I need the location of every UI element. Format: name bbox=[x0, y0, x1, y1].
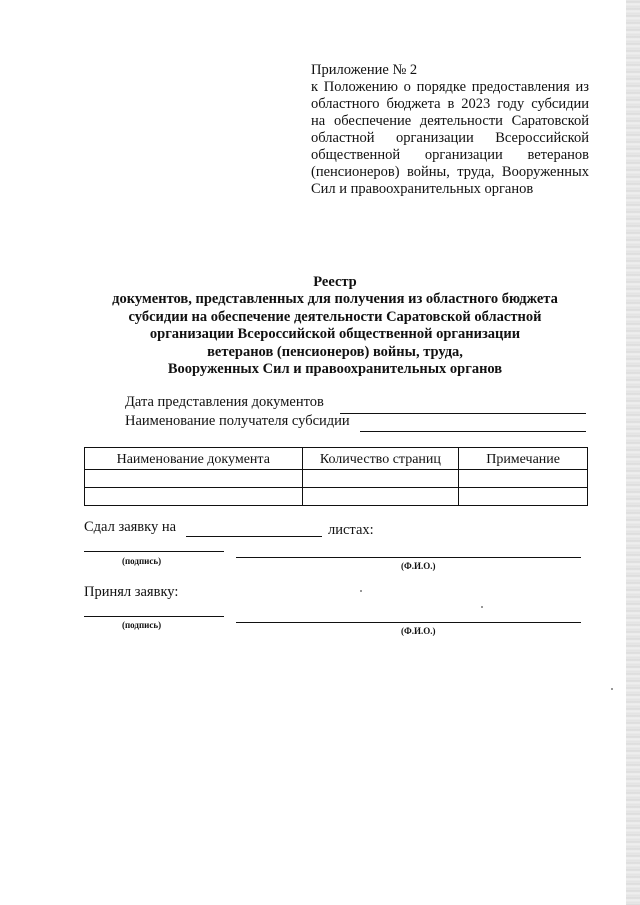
submitted-prefix: Сдал заявку на bbox=[84, 519, 177, 535]
scan-speck bbox=[360, 590, 362, 592]
title-line-1: Реестр bbox=[313, 274, 357, 290]
scan-speck bbox=[481, 606, 483, 608]
table-header-row bbox=[85, 448, 588, 470]
column-header: Количество страниц bbox=[302, 448, 459, 470]
table-cell[interactable] bbox=[459, 488, 588, 506]
table-row bbox=[85, 488, 588, 506]
submitted-name-caption: (Ф.И.О.) bbox=[401, 561, 436, 571]
recipient-name-label: Наименование получателя субсидии bbox=[125, 413, 350, 429]
column-header: Наименование документа bbox=[85, 448, 303, 470]
submitted-sheets-line[interactable] bbox=[186, 536, 322, 537]
accepted-signature-line[interactable] bbox=[84, 616, 224, 617]
submission-date-label: Дата представления документов bbox=[125, 394, 324, 410]
table-cell[interactable] bbox=[302, 470, 459, 488]
scan-speck bbox=[611, 688, 613, 690]
title-line-2: документов, представленных для получения из областного бюджета bbox=[112, 291, 558, 308]
table-cell[interactable] bbox=[302, 488, 459, 506]
appendix-number: Приложение № 2 bbox=[311, 62, 418, 78]
column-header: Примечание bbox=[459, 448, 588, 470]
title-line-4: организации Всероссийской общественной организации bbox=[149, 326, 521, 343]
documents-table bbox=[84, 447, 588, 506]
title-line-6: Вооруженных Сил и правоохранительных органов bbox=[167, 361, 503, 378]
table-cell[interactable] bbox=[85, 470, 303, 488]
title-line-3: субсидии на обеспечение деятельности Саратовской областной bbox=[128, 308, 542, 325]
title-line-5: ветеранов (пенсионеров) войны, труда, bbox=[207, 343, 463, 360]
recipient-name-line[interactable] bbox=[360, 431, 586, 432]
submission-date-line[interactable] bbox=[340, 413, 586, 414]
scan-edge-artifact bbox=[626, 0, 640, 905]
accepted-signature-caption: (подпись) bbox=[122, 620, 162, 630]
submitted-suffix: листах: bbox=[328, 522, 374, 538]
submitted-signature-caption: (подпись) bbox=[122, 556, 162, 566]
submitted-name-line[interactable] bbox=[236, 557, 581, 558]
accepted-name-caption: (Ф.И.О.) bbox=[401, 626, 436, 636]
submitted-signature-line[interactable] bbox=[84, 551, 224, 552]
document-title bbox=[70, 274, 600, 378]
table-cell[interactable] bbox=[85, 488, 303, 506]
accepted-name-line[interactable] bbox=[236, 622, 581, 623]
appendix-text: к Положению о порядке предоставления из областного бюджета в 2023 году субсидии на обеспечение деятельности Саратовской областной организации Всероссийской общественной организации ветеранов (пенсионеров) войны, труда, Вооруженных Сил и правоохранительных органов bbox=[311, 79, 589, 197]
table-cell[interactable] bbox=[459, 470, 588, 488]
appendix-header bbox=[311, 62, 589, 198]
table-row bbox=[85, 470, 588, 488]
accepted-label: Принял заявку: bbox=[84, 584, 179, 600]
